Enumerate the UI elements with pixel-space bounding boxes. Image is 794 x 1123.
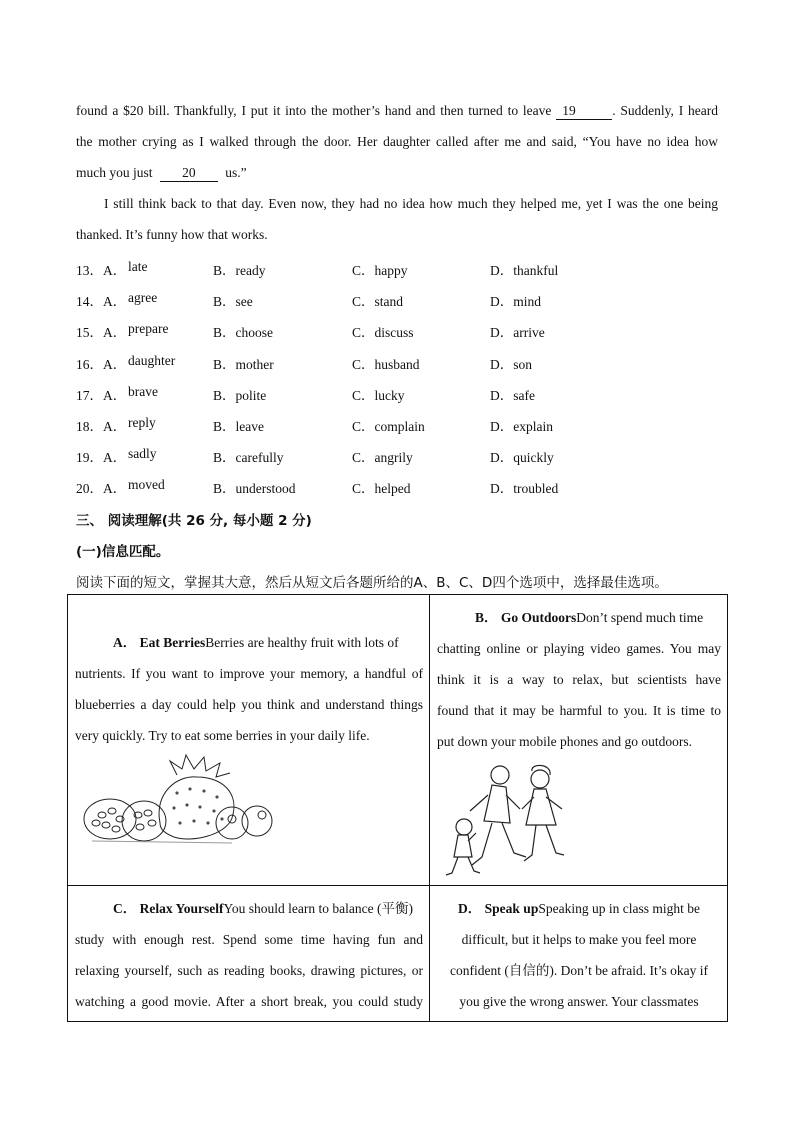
card-a-line-1: Berries are healthy fruit with lots of: [205, 635, 399, 650]
question-row: [76, 321, 636, 339]
card-c: [68, 886, 430, 1022]
option-d: D．quickly: [490, 450, 554, 466]
option-c: C．lucky: [352, 387, 405, 403]
blank-20: 20: [160, 165, 218, 182]
option-a: moved: [128, 477, 165, 493]
section-subheading: (一)信息匹配。: [76, 544, 170, 560]
question-number: 14．A．: [76, 294, 127, 310]
card-b-line-1: Don’t spend much time: [576, 610, 704, 625]
option-b: B．choose: [213, 325, 273, 341]
question-row: [76, 353, 636, 371]
option-c: C．complain: [352, 419, 425, 434]
option-c: C．discuss: [352, 325, 414, 341]
option-d: D．son: [490, 356, 533, 372]
question-row: [76, 259, 636, 277]
card-d-title: D． Speak up: [458, 901, 539, 916]
passage-line-3: [76, 165, 718, 182]
card-a-line-4: very quickly. Try to eat some berries in your daily life.: [75, 728, 370, 743]
question-number: 18．A．: [76, 419, 127, 434]
card-d: [430, 886, 728, 1022]
card-a: [68, 595, 430, 886]
card-c-line-4: watching a good movie. After a short break, you could study: [75, 994, 423, 1009]
passage-line-1: [76, 103, 718, 120]
option-c: C．husband: [352, 356, 420, 372]
card-d-line-2: difficult, but it helps to make you feel more: [461, 932, 697, 947]
option-b: B．carefully: [213, 450, 284, 466]
card-b: [430, 595, 728, 886]
card-a-title: A． Eat Berries: [113, 635, 206, 650]
card-d-line-3: confident (自信的). Don’t be afraid. It’s okay if: [449, 963, 709, 978]
option-d: D．thankful: [490, 263, 559, 278]
option-d: D．explain: [490, 419, 553, 434]
question-number: 17．A．: [76, 387, 127, 403]
option-a: daughter: [128, 352, 176, 368]
card-d-line-4: you give the wrong answer. Your classmates: [459, 994, 699, 1009]
option-c: C．stand: [352, 294, 404, 310]
card-c-line-1: You should learn to balance (平衡): [223, 901, 413, 916]
reading-cards-table: [67, 594, 728, 1022]
option-c: C．happy: [352, 263, 408, 278]
card-b-line-2: chatting online or playing video games. You may: [437, 641, 721, 656]
question-row: [76, 415, 636, 433]
card-a-line-2: nutrients. If you want to improve your memory, a handful of: [75, 666, 423, 681]
card-d-line-1: Speaking up in class might be: [538, 901, 700, 916]
passage-text: . Suddenly, I heard: [612, 103, 718, 118]
card-b-line-3: think it is a way to relax, but scientists have: [437, 672, 721, 687]
option-a: late: [128, 259, 148, 274]
option-d: D．mind: [490, 294, 542, 310]
question-row: [76, 384, 636, 402]
question-row: [76, 446, 636, 464]
question-number: 15．A．: [76, 325, 127, 341]
option-a: reply: [128, 415, 156, 430]
card-b-line-5: put down your mobile phones and go outdoors.: [437, 734, 692, 749]
passage-line-2: the mother crying as I walked through the door. Her daughter called after me and said, “You have no idea how: [76, 134, 718, 149]
card-c-line-3: relaxing yourself, such as reading books, drawing pictures, or: [75, 963, 423, 978]
passage-text: much you just: [76, 165, 153, 180]
option-a: sadly: [128, 446, 157, 462]
option-b: B．ready: [213, 263, 266, 278]
passage-line-4: I still think back to that day. Even now, they had no idea how much they helped me, yet I was the one being: [104, 196, 718, 211]
option-a: brave: [128, 383, 158, 399]
question-number: 16．A．: [76, 356, 127, 372]
option-d: D．arrive: [490, 325, 545, 341]
family-walking-illustration: [440, 761, 580, 881]
question-row: [76, 477, 636, 495]
card-a-line-3: blueberries a day could help you think and understand things: [75, 697, 423, 712]
option-b: B．polite: [213, 387, 267, 403]
question-number: 13．A．: [76, 263, 127, 278]
option-b: B．mother: [213, 356, 274, 372]
option-a: prepare: [128, 321, 169, 337]
question-number: 19．A．: [76, 450, 127, 466]
option-b: B．see: [213, 294, 253, 310]
passage-text: found a $20 bill. Thankfully, I put it into the mother’s hand and then turned to leave: [76, 103, 552, 118]
option-d: D．troubled: [490, 481, 559, 497]
option-c: C．angrily: [352, 450, 413, 466]
card-c-title: C． Relax Yourself: [113, 901, 224, 916]
option-d: D．safe: [490, 387, 535, 403]
option-b: B．leave: [213, 419, 264, 434]
section-instruction: 阅读下面的短文，掌握其大意，然后从短文后各题所给的A、B、C、D四个选项中，选择最佳选项。: [76, 575, 668, 591]
question-row: [76, 290, 636, 308]
blank-19: 19: [556, 103, 612, 120]
berries-illustration: [82, 753, 282, 848]
passage-text: us.”: [225, 165, 247, 180]
passage-line-5: thanked. It’s funny how that works.: [76, 227, 268, 242]
option-c: C．helped: [352, 481, 411, 497]
option-b: B．understood: [213, 481, 296, 497]
section-heading: 三、 阅读理解(共 26 分, 每小题 2 分): [76, 513, 312, 529]
card-b-line-4: found that it may be harmful to you. It is time to: [437, 703, 721, 718]
question-number: 20．A．: [76, 481, 127, 497]
option-a: agree: [128, 290, 158, 306]
card-c-line-2: study with enough rest. Spend some time having fun and: [75, 932, 423, 947]
card-b-title: B． Go Outdoors: [475, 610, 577, 625]
